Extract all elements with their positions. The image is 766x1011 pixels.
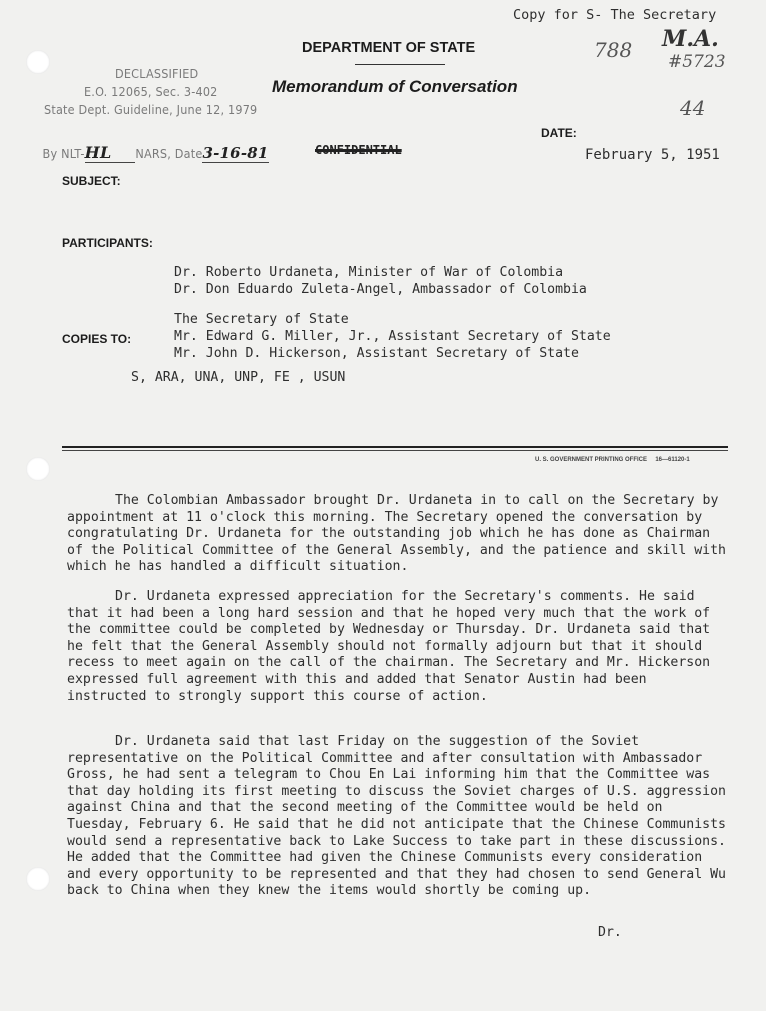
printing-office-note: U. S. GOVERNMENT PRINTING OFFICE 16—61120-1 [535, 457, 690, 463]
copies-label: COPIES TO: [62, 332, 132, 346]
copy-note: Copy for S- The Secretary [513, 7, 717, 23]
declassified-line-1: DECLASSIFIED [115, 66, 199, 81]
body-paragraph-3: Dr. Urdaneta said that last Friday on the suggestion of the Soviet representative on the Political Committee and after consultation with Ambassador Gross, he had sent a telegram to Chou En Lai informing him that the Committee was that day holding its first meeting to discuss the Soviet charges of U.S. aggression against China and that the second meeting of the Committee would be held on Tuesday, February 6. He said that he did not anticipate that the Chinese Communists would send a representative back to Lake Success to take part in these discussions. He added that the Committee had given the Chinese Communists every consideration and every opportunity to be represented and that they had chosen to send General Wu back to China when they knew the items would shortly be coming up. [67, 734, 726, 899]
continuation-word: Dr. [598, 925, 622, 940]
handwritten-number: 788 [594, 38, 633, 62]
participants-label: PARTICIPANTS: [62, 236, 153, 250]
body-paragraph-1: The Colombian Ambassador brought Dr. Urdaneta in to call on the Secretary by appointment at 11 o'clock this morning. The Secretary opened the conversation by congratulating Dr. Urdaneta for the outstanding job which he has done as Chairman of the Political Committee of the General Assembly, and the patience and skill with which he has handled a difficult situation. [67, 493, 726, 575]
punch-hole-bottom [26, 867, 50, 891]
declassified-nars-date: NARS, Date [135, 146, 203, 161]
handwritten-page: 44 [680, 96, 706, 120]
participant-2: Dr. Don Eduardo Zuleta-Angel, Ambassador of Colombia [174, 282, 587, 297]
declassified-line-2: E.O. 12065, Sec. 3-402 [84, 84, 218, 99]
declassified-line-3: State Dept. Guideline, June 12, 1979 [44, 102, 258, 117]
copies-to-list: S, ARA, UNA, UNP, FE , USUN [131, 370, 346, 385]
declassified-by-prefix: By NLT- [42, 146, 85, 161]
subject-label: SUBJECT: [62, 174, 121, 188]
body-paragraph-2: Dr. Urdaneta expressed appreciation for the Secretary's comments. He said that it had been a long hard session and that he hoped very much that the work of the committee could be completed by Wednesday or Thursday. Dr. Urdaneta said that he felt that the General Assembly should not formally adjourn but that it should recess to meet again on the call of the chairman. The Secretary and Mr. Hickerson expressed full agreement with this and added that Senator Austin had been instructed to strongly support this course of action. [67, 589, 711, 704]
handwritten-ref: #5723 [668, 52, 726, 72]
date-value: February 5, 1951 [585, 147, 720, 163]
department-rule [355, 64, 445, 65]
handwritten-stamp-initials: HL [85, 143, 136, 163]
header-rule-thick [62, 446, 728, 448]
participant-5: Mr. John D. Hickerson, Assistant Secretary of State [174, 346, 579, 361]
handwritten-initials: M.A. [662, 26, 719, 52]
handwritten-stamp-date: 3-16-81 [202, 144, 269, 162]
declassified-line-4 [35, 128, 269, 162]
classification-struck: CONFIDENTIAL [315, 143, 402, 157]
punch-hole-top [26, 50, 50, 74]
date-label: DATE: [541, 126, 577, 140]
participant-4: Mr. Edward G. Miller, Jr., Assistant Secretary of State [174, 329, 611, 344]
memo-title: Memorandum of Conversation [272, 77, 518, 96]
department-heading: DEPARTMENT OF STATE [302, 40, 476, 56]
header-rule-thin [62, 450, 728, 451]
participant-1: Dr. Roberto Urdaneta, Minister of War of Colombia [174, 265, 564, 280]
punch-hole-middle [26, 457, 50, 481]
participant-3: The Secretary of State [174, 312, 349, 327]
